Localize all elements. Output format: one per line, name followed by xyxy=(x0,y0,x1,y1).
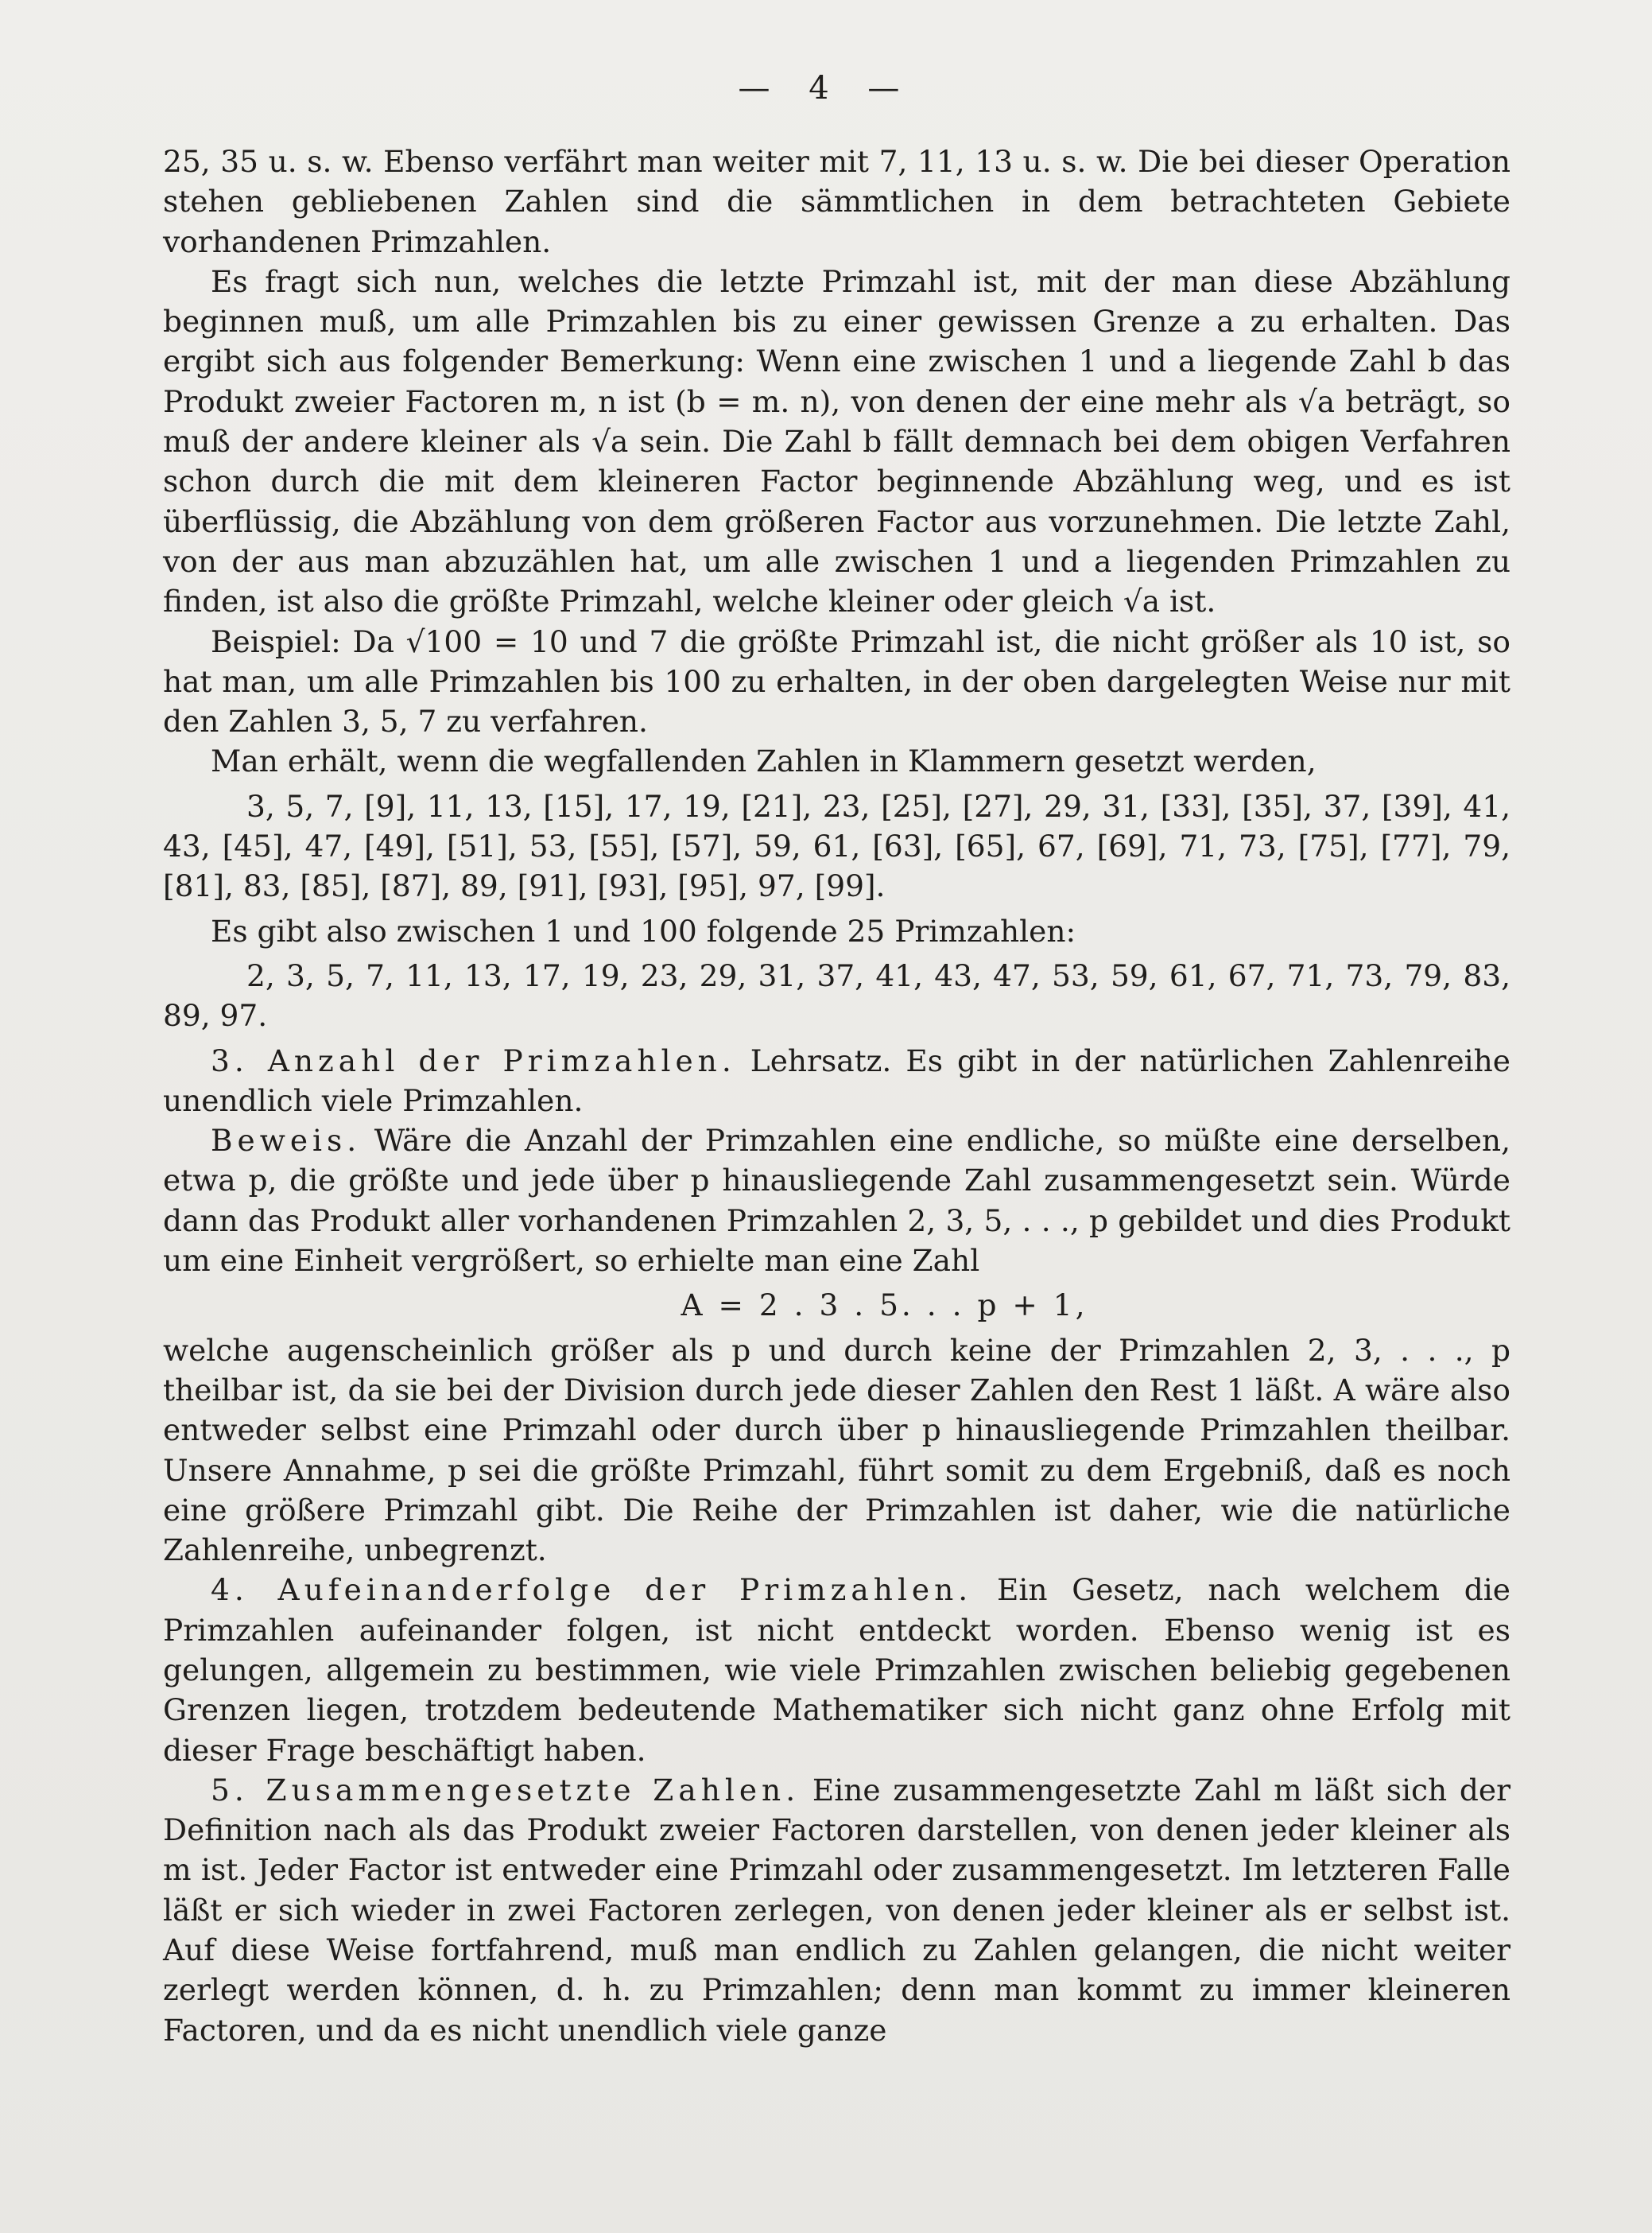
paragraph-last-prime: Es fragt sich nun, welches die letzte Primzahl ist, mit der man diese Abzählung beginnen muß, um alle Primzahlen bis zu einer gewissen Grenze a zu erhalten. Das ergibt sich aus folgender Bemerkung: Wenn eine zwischen 1 und a liegende Zahl b das Produkt zweier Factoren m, n ist (b = m. n), von denen der eine mehr als √a beträgt, so muß der andere kleiner als √a sein. Die Zahl b fällt demnach bei dem obigen Verfahren schon durch die mit dem kleineren Factor beginnende Abzählung weg, und es ist überflüssig, die Abzählung von dem größeren Factor aus vorzunehmen. Die letzte Zahl, von der aus man abzuzählen hat, um alle zwischen 1 und a liegenden Primzahlen zu finden, ist also die größte Primzahl, welche kleiner oder gleich √a ist. xyxy=(163,263,1510,619)
primes-list: 2, 3, 5, 7, 11, 13, 17, 19, 23, 29, 31, 37, 41, 43, 47, 53, 59, 61, 67, 71, 73, 79, 83, 89, 97. xyxy=(163,957,1510,1034)
page-number: — 4 — xyxy=(738,70,914,107)
section-5-paragraph xyxy=(163,1770,1510,2050)
section-5-heading: 5. Zusammengesetzte Zahlen. xyxy=(211,1772,801,1808)
paragraph-sieve-end: 25, 35 u. s. w. Ebenso verfährt man weiter mit 7, 11, 13 u. s. w. Die bei dieser Operation stehen gebliebenen Zahlen sind die sämmtlichen in dem betrachteten Gebiete vorhandenen Primzahlen. xyxy=(163,144,1510,259)
paragraph-proof xyxy=(163,1120,1510,1280)
proof-text: Wäre die Anzahl der Primzahlen eine endliche, so müßte eine derselben, etwa p, die größte und jede über p hinausliegende Zahl zusammengesetzt sein. Würde dann das Produkt aller vorhandenen Primzahlen 2, 3, 5, . . ., p gebildet und dies Produkt um eine Einheit vergrößert, so erhielte man eine Zahl xyxy=(163,1123,1510,1279)
formula-a: A = 2 . 3 . 5. . . p + 1, xyxy=(681,1287,1088,1323)
paragraph-primes-intro: Es gibt also zwischen 1 und 100 folgende 25 Primzahlen: xyxy=(211,913,1076,949)
paragraph-brackets-intro: Man erhält, wenn die wegfallenden Zahlen in Klammern gesetzt werden, xyxy=(211,744,1317,779)
section-3-theorem xyxy=(163,1041,1510,1121)
section-3-heading: 3. Anzahl der Primzahlen. xyxy=(211,1043,736,1078)
section-5-text: Eine zusammengesetzte Zahl m läßt sich der Definition nach als das Produkt zweier Factoren darstellen, von denen jeder kleiner als m ist. Jeder Factor ist entweder eine Primzahl oder zusammengesetzt. Im letzteren Falle läßt er sich wieder in zwei Factoren zerlegen, von denen jeder kleiner als er selbst ist. Auf diese Weise fortfahrend, muß man endlich zu Zahlen gelangen, die nicht weiter zerlegt werden können, d. h. zu Primzahlen; denn man kommt zu immer kleineren Factoren, und da es nicht unendlich viele ganze xyxy=(163,1772,1511,2048)
proof-heading: Beweis. xyxy=(211,1123,362,1159)
section-4-paragraph xyxy=(163,1570,1510,1769)
section-4-text: Ein Gesetz, nach welchem die Primzahlen aufeinander folgen, ist nicht entdeckt worden. Ebenso wenig ist es gelungen, allgemein zu bestimmen, wie viele Primzahlen zwischen beliebig gegebenen Grenzen liegen, trotzdem bedeutende Mathematiker sich nicht ganz ohne Erfolg mit dieser Frage beschäftigt haben. xyxy=(163,1572,1510,1768)
section-4-heading: 4. Aufeinanderfolge der Primzahlen. xyxy=(211,1572,973,1608)
paragraph-proof-conclusion: welche augenscheinlich größer als p und durch keine der Primzahlen 2, 3, . . ., p theilbar ist, da sie bei der Division durch jede dieser Zahlen den Rest 1 läßt. A wäre also entweder selbst eine Primzahl oder durch über p hinausliegende Primzahlen theilbar. Unsere Annahme, p sei die größte Primzahl, führt somit zu dem Ergebniß, daß es noch eine größere Primzahl gibt. Die Reihe der Primzahlen ist daher, wie die natürliche Zahlenreihe, unbegrenzt. xyxy=(163,1332,1510,1568)
page-body xyxy=(163,142,1510,2050)
section-3-text: Lehrsatz. Es gibt in der natürlichen Zahlenreihe unendlich viele Primzahlen. xyxy=(163,1043,1511,1118)
paragraph-example: Beispiel: Da √100 = 10 und 7 die größte Primzahl ist, die nicht größer als 10 ist, so hat man, um alle Primzahlen bis 100 zu erhalten, in der oben dargelegten Weise nur mit den Zahlen 3, 5, 7 zu verfahren. xyxy=(163,623,1510,740)
odd-numbers-list: 3, 5, 7, [9], 11, 13, [15], 17, 19, [21], 23, [25], [27], 29, 31, [33], [35], 37, [39], 41, 43, [45], 47, [49], [51], 53, [55], [57], 59, 61, [63], [65], 67, [69], 71, 73, [75], [77], 79, [81], 83, [85], [87], 89, [91], [93], [95], 97, [99]. xyxy=(163,788,1510,904)
